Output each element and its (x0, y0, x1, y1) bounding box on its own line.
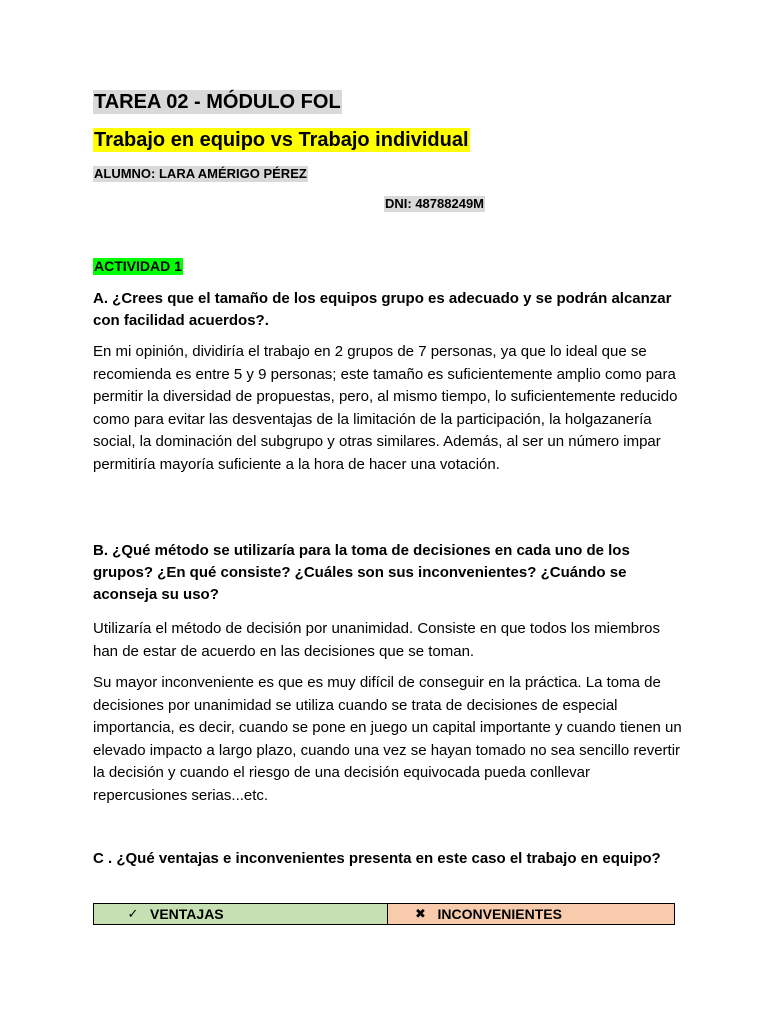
student-name: ALUMNO: LARA AMÉRIGO PÉREZ (94, 166, 307, 181)
document-subtitle: Trabajo en equipo vs Trabajo individual (94, 129, 469, 151)
activity-label: ACTIVIDAD 1 (94, 258, 182, 274)
disadvantages-label: INCONVENIENTES (437, 906, 562, 922)
answer-b-paragraph-1: Utilizaría el método de decisión por unanimidad. Consiste en que todos los miembros han de estar de acuerdo en las decisiones que se toman. (93, 620, 660, 660)
cross-icon: ✖ (415, 906, 426, 921)
question-b: B. ¿Qué método se utilizaría para la toma de decisiones en cada uno de los grupos? ¿En qué consiste? ¿Cuáles son sus inconvenientes? ¿Cuándo se aconseja su uso? (93, 542, 630, 603)
pros-cons-table (93, 903, 675, 925)
answer-b-paragraph-2: Su mayor inconveniente es que es muy difícil de conseguir en la práctica. La toma de decisiones por unanimidad se utiliza cuando se trata de decisiones de especial importancia, es decir, cuando se pone en juego un capital importante y cuando tienen un elevado impacto a largo plazo, cuando una vez se hayan tomado no sea sencillo revertir la decisión y cuando el riesgo de una decisión equivocada pueda conllevar repercusiones serias...etc. (93, 674, 682, 804)
advantages-label: VENTAJAS (150, 906, 224, 922)
answer-a: En mi opinión, dividiría el trabajo en 2 grupos de 7 personas, ya que lo ideal que se recomienda es entre 5 y 9 personas; este tamaño es suficientemente amplio como para permitir la diversidad de propuestas, pero, al mismo tiempo, lo suficientemente reducido como para evitar las desventajas de la limitación de la participación, la holgazanería social, la dominación del subgrupo y otras similares. Además, al ser un número impar permitiría mayoría suficiente a la hora de hacer una votación. (93, 343, 678, 473)
advantages-header (94, 904, 388, 924)
check-icon: ✓ (127, 906, 139, 921)
document-title: TAREA 02 - MÓDULO FOL (94, 91, 341, 113)
disadvantages-header (388, 904, 675, 924)
student-dni: DNI: 48788249M (385, 196, 484, 211)
question-a: A. ¿Crees que el tamaño de los equipos grupo es adecuado y se podrán alcanzar con facilidad acuerdos?. (93, 290, 672, 329)
question-c: C . ¿Qué ventajas e inconvenientes presenta en este caso el trabajo en equipo? (93, 850, 661, 867)
